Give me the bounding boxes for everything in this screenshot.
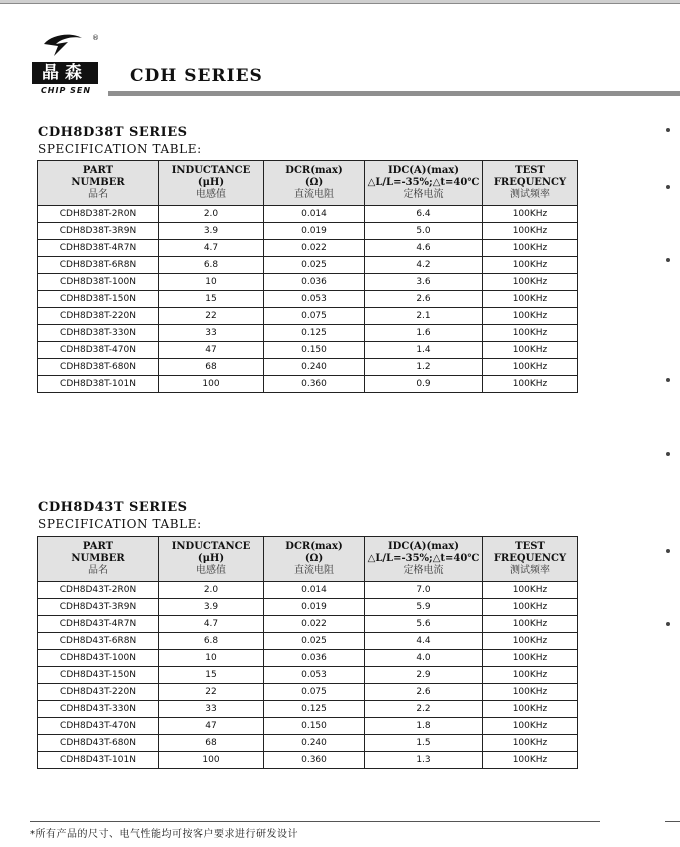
inductance-cell: 47 — [159, 718, 264, 735]
part-number-cell: CDH8D43T-100N — [38, 650, 159, 667]
edge-mark — [666, 258, 670, 262]
part-number-cell: CDH8D43T-2R0N — [38, 582, 159, 599]
dcr-cell: 0.053 — [264, 667, 365, 684]
frequency-cell: 100KHz — [483, 359, 578, 376]
footnote: *所有产品的尺寸、电气性能均可按客户要求进行研发设计 — [30, 829, 298, 840]
frequency-cell: 100KHz — [483, 206, 578, 223]
footer-divider — [30, 821, 600, 822]
inductance-cell: 68 — [159, 359, 264, 376]
col-header-idc: IDC(A)(max) △L/L=-35%;△t=40℃ 定格电流 — [365, 161, 483, 206]
table-row — [38, 599, 578, 616]
dcr-cell: 0.125 — [264, 325, 365, 342]
part-number-cell: CDH8D38T-100N — [38, 274, 159, 291]
dcr-cell: 0.150 — [264, 342, 365, 359]
table-body — [38, 582, 578, 769]
dcr-cell: 0.125 — [264, 701, 365, 718]
col-header-part: PART NUMBER 品名 — [38, 161, 159, 206]
table-row — [38, 633, 578, 650]
inductance-cell: 2.0 — [159, 206, 264, 223]
idc-cell: 1.2 — [365, 359, 483, 376]
dcr-cell: 0.014 — [264, 206, 365, 223]
dcr-cell: 0.019 — [264, 599, 365, 616]
inductance-cell: 68 — [159, 735, 264, 752]
frequency-cell: 100KHz — [483, 342, 578, 359]
part-number-cell: CDH8D43T-150N — [38, 667, 159, 684]
edge-mark — [666, 128, 670, 132]
edge-mark — [666, 622, 670, 626]
idc-cell: 4.4 — [365, 633, 483, 650]
idc-cell: 2.2 — [365, 701, 483, 718]
frequency-cell: 100KHz — [483, 240, 578, 257]
dcr-cell: 0.019 — [264, 223, 365, 240]
company-logo — [30, 32, 102, 96]
frequency-cell: 100KHz — [483, 701, 578, 718]
inductance-cell: 4.7 — [159, 616, 264, 633]
frequency-cell: 100KHz — [483, 223, 578, 240]
inductance-cell: 3.9 — [159, 599, 264, 616]
inductance-cell: 6.8 — [159, 633, 264, 650]
idc-cell: 2.6 — [365, 291, 483, 308]
table-row — [38, 257, 578, 274]
table-row — [38, 752, 578, 769]
idc-cell: 4.6 — [365, 240, 483, 257]
edge-mark — [666, 452, 670, 456]
footer-divider — [665, 821, 680, 822]
inductance-cell: 4.7 — [159, 240, 264, 257]
dcr-cell: 0.360 — [264, 752, 365, 769]
table-row — [38, 342, 578, 359]
inductance-cell: 22 — [159, 308, 264, 325]
part-number-cell: CDH8D43T-101N — [38, 752, 159, 769]
logo-chinese-text: 晶森 — [32, 62, 98, 84]
table-row — [38, 308, 578, 325]
inductance-cell: 3.9 — [159, 223, 264, 240]
idc-cell: 5.9 — [365, 599, 483, 616]
idc-cell: 5.6 — [365, 616, 483, 633]
table-row — [38, 223, 578, 240]
col-header-idc: IDC(A)(max) △L/L=-35%;△t=40℃ 定格电流 — [365, 537, 483, 582]
part-number-cell: CDH8D38T-470N — [38, 342, 159, 359]
dcr-cell: 0.240 — [264, 735, 365, 752]
idc-cell: 6.4 — [365, 206, 483, 223]
idc-cell: 1.6 — [365, 325, 483, 342]
table-row — [38, 376, 578, 393]
table-row — [38, 735, 578, 752]
dcr-cell: 0.022 — [264, 616, 365, 633]
dcr-cell: 0.240 — [264, 359, 365, 376]
part-number-cell: CDH8D38T-4R7N — [38, 240, 159, 257]
dcr-cell: 0.053 — [264, 291, 365, 308]
idc-cell: 1.4 — [365, 342, 483, 359]
col-header-inductance: INDUCTANCE (μH) 电感值 — [159, 537, 264, 582]
dcr-cell: 0.075 — [264, 684, 365, 701]
inductance-cell: 10 — [159, 274, 264, 291]
col-header-dcr: DCR(max) (Ω) 直流电阻 — [264, 537, 365, 582]
logo-swoosh-icon — [42, 32, 84, 58]
part-number-cell: CDH8D38T-680N — [38, 359, 159, 376]
part-number-cell: CDH8D43T-220N — [38, 684, 159, 701]
idc-cell: 4.0 — [365, 650, 483, 667]
table-row — [38, 701, 578, 718]
frequency-cell: 100KHz — [483, 650, 578, 667]
table-body — [38, 206, 578, 393]
frequency-cell: 100KHz — [483, 752, 578, 769]
registered-mark: ® — [92, 34, 99, 42]
frequency-cell: 100KHz — [483, 684, 578, 701]
idc-cell: 0.9 — [365, 376, 483, 393]
idc-cell: 2.1 — [365, 308, 483, 325]
table-header-row — [38, 161, 578, 206]
col-header-frequency: TEST FREQUENCY 测试频率 — [483, 537, 578, 582]
idc-cell: 4.2 — [365, 257, 483, 274]
edge-mark — [666, 185, 670, 189]
table-row — [38, 718, 578, 735]
inductance-cell: 33 — [159, 701, 264, 718]
logo-english-text: CHIP SEN — [40, 86, 92, 95]
top-border — [0, 0, 680, 3]
col-header-inductance: INDUCTANCE (μH) 电感值 — [159, 161, 264, 206]
table-header-row — [38, 537, 578, 582]
inductance-cell: 22 — [159, 684, 264, 701]
section-subtitle-1: SPECIFICATION TABLE: — [38, 142, 202, 156]
table-row — [38, 650, 578, 667]
frequency-cell: 100KHz — [483, 582, 578, 599]
inductance-cell: 100 — [159, 752, 264, 769]
table-row — [38, 325, 578, 342]
inductance-cell: 10 — [159, 650, 264, 667]
frequency-cell: 100KHz — [483, 376, 578, 393]
idc-cell: 1.8 — [365, 718, 483, 735]
idc-cell: 7.0 — [365, 582, 483, 599]
frequency-cell: 100KHz — [483, 274, 578, 291]
part-number-cell: CDH8D43T-6R8N — [38, 633, 159, 650]
part-number-cell: CDH8D43T-4R7N — [38, 616, 159, 633]
idc-cell: 1.3 — [365, 752, 483, 769]
table-row — [38, 667, 578, 684]
dcr-cell: 0.025 — [264, 257, 365, 274]
table-row — [38, 206, 578, 223]
idc-cell: 1.5 — [365, 735, 483, 752]
frequency-cell: 100KHz — [483, 599, 578, 616]
frequency-cell: 100KHz — [483, 291, 578, 308]
inductance-cell: 33 — [159, 325, 264, 342]
inductance-cell: 15 — [159, 667, 264, 684]
idc-cell: 2.6 — [365, 684, 483, 701]
frequency-cell: 100KHz — [483, 308, 578, 325]
page-title: CDH SERIES — [130, 66, 263, 86]
edge-mark — [666, 549, 670, 553]
frequency-cell: 100KHz — [483, 257, 578, 274]
part-number-cell: CDH8D38T-101N — [38, 376, 159, 393]
part-number-cell: CDH8D43T-3R9N — [38, 599, 159, 616]
col-header-frequency: TEST FREQUENCY 测试频率 — [483, 161, 578, 206]
table-row — [38, 582, 578, 599]
inductance-cell: 100 — [159, 376, 264, 393]
table-row — [38, 274, 578, 291]
idc-cell: 3.6 — [365, 274, 483, 291]
inductance-cell: 47 — [159, 342, 264, 359]
dcr-cell: 0.036 — [264, 274, 365, 291]
dcr-cell: 0.014 — [264, 582, 365, 599]
frequency-cell: 100KHz — [483, 633, 578, 650]
idc-cell: 5.0 — [365, 223, 483, 240]
table-row — [38, 684, 578, 701]
spec-table-cdh8d38t — [37, 160, 578, 393]
frequency-cell: 100KHz — [483, 667, 578, 684]
dcr-cell: 0.022 — [264, 240, 365, 257]
part-number-cell: CDH8D38T-220N — [38, 308, 159, 325]
edge-mark — [666, 378, 670, 382]
frequency-cell: 100KHz — [483, 616, 578, 633]
part-number-cell: CDH8D38T-150N — [38, 291, 159, 308]
idc-cell: 2.9 — [365, 667, 483, 684]
col-header-part: PART NUMBER 品名 — [38, 537, 159, 582]
header-bar — [108, 91, 680, 96]
table-row — [38, 291, 578, 308]
dcr-cell: 0.150 — [264, 718, 365, 735]
table-row — [38, 240, 578, 257]
dcr-cell: 0.025 — [264, 633, 365, 650]
section-title-2: CDH8D43T SERIES — [38, 500, 188, 515]
part-number-cell: CDH8D43T-680N — [38, 735, 159, 752]
part-number-cell: CDH8D38T-3R9N — [38, 223, 159, 240]
col-header-dcr: DCR(max) (Ω) 直流电阻 — [264, 161, 365, 206]
table-row — [38, 359, 578, 376]
dcr-cell: 0.075 — [264, 308, 365, 325]
part-number-cell: CDH8D43T-330N — [38, 701, 159, 718]
part-number-cell: CDH8D43T-470N — [38, 718, 159, 735]
dcr-cell: 0.360 — [264, 376, 365, 393]
frequency-cell: 100KHz — [483, 718, 578, 735]
part-number-cell: CDH8D38T-2R0N — [38, 206, 159, 223]
part-number-cell: CDH8D38T-6R8N — [38, 257, 159, 274]
table-row — [38, 616, 578, 633]
frequency-cell: 100KHz — [483, 325, 578, 342]
dcr-cell: 0.036 — [264, 650, 365, 667]
inductance-cell: 2.0 — [159, 582, 264, 599]
part-number-cell: CDH8D38T-330N — [38, 325, 159, 342]
frequency-cell: 100KHz — [483, 735, 578, 752]
section-subtitle-2: SPECIFICATION TABLE: — [38, 517, 202, 531]
inductance-cell: 15 — [159, 291, 264, 308]
inductance-cell: 6.8 — [159, 257, 264, 274]
section-title-1: CDH8D38T SERIES — [38, 125, 188, 140]
spec-table-cdh8d43t — [37, 536, 578, 769]
